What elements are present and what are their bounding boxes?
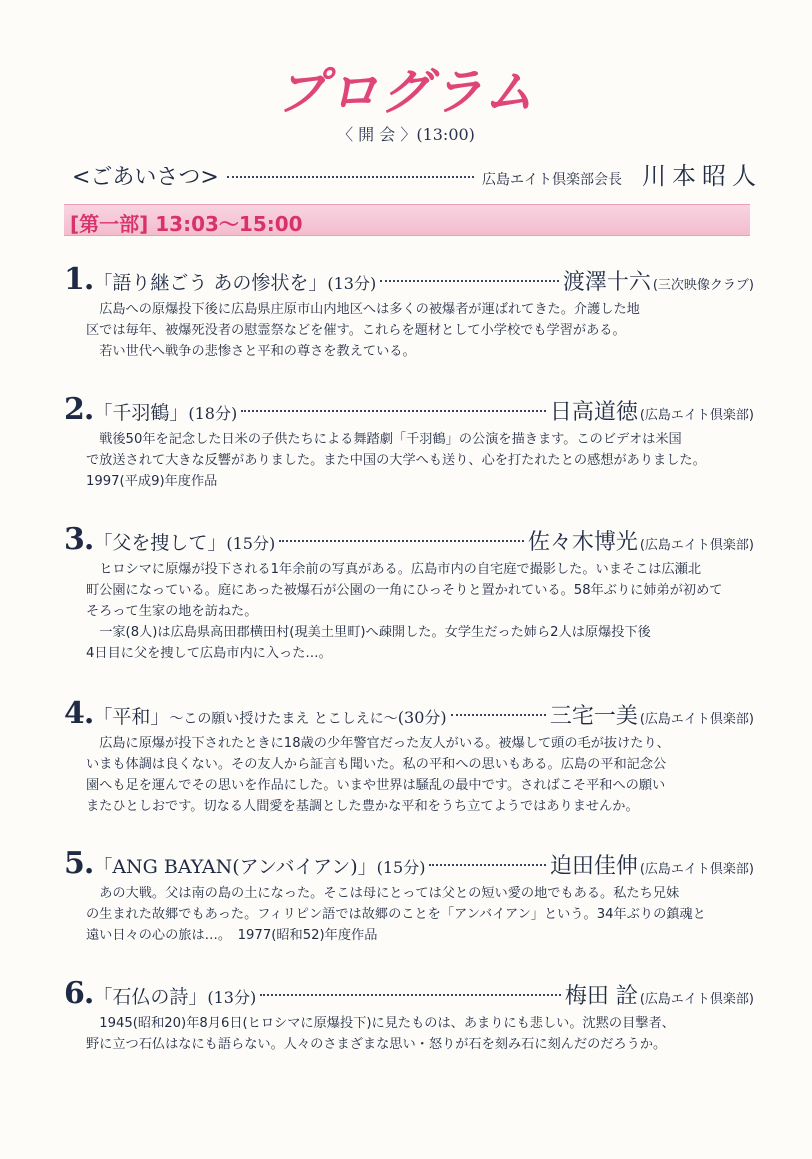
- desc-line: 若い世代へ戦争の悲惨さと平和の尊さを教えている。: [99, 344, 416, 359]
- item-director: 三宅一美: [549, 704, 638, 729]
- item-subtitle: 〜この願い授けたまえ とこしえに〜: [169, 711, 398, 727]
- greeting-role: 広島エイト倶楽部会長: [482, 172, 622, 188]
- item-number: 5.: [64, 846, 94, 881]
- desc-line: 広島に原爆が投下されたときに18歳の少年警官だった友人がいる。被爆して頭の毛が抜けたり、: [99, 736, 670, 751]
- item-duration: (13分): [207, 988, 257, 1007]
- program-item-2: [64, 392, 754, 492]
- item-title: 「ANG BAYAN(アンバイアン)」: [93, 856, 377, 878]
- item-number: 6.: [64, 976, 94, 1011]
- item-title: 「石仏の詩」: [93, 986, 208, 1008]
- item-group: (広島エイト倶楽部): [639, 408, 754, 423]
- item-number: 2.: [64, 392, 94, 427]
- item-number: 4.: [64, 696, 94, 731]
- item-header: [64, 262, 754, 297]
- item-header: [64, 846, 754, 881]
- desc-line: そろって生家の地を訪ねた。: [86, 604, 258, 619]
- desc-line: 1945(昭和20)年8月6日(ヒロシマに原爆投下)に見たものは、あまりにも悲しい。沈黙の目撃者、: [99, 1016, 675, 1031]
- item-duration: (18分): [188, 404, 238, 423]
- desc-line: いまも体調は良くない。その友人から証言も聞いた。私の平和への思いもある。広島の平和記念公: [86, 757, 667, 772]
- item-description: [64, 429, 754, 492]
- program-item-5: [64, 846, 754, 946]
- program-item-6: [64, 976, 754, 1055]
- item-director: 梅田 詮: [564, 984, 638, 1009]
- item-director: 日高道徳: [549, 400, 638, 425]
- item-description: [64, 883, 754, 946]
- desc-line: 戦後50年を記念した日米の子供たちによる舞踏劇「千羽鶴」の公演を描きます。このビデオは米国: [99, 432, 682, 447]
- item-duration: (13分): [327, 274, 377, 293]
- item-number: 1.: [64, 262, 94, 297]
- item-group: (広島エイト倶楽部): [639, 712, 754, 727]
- program-item-4: [64, 696, 754, 817]
- item-title: 「語り継ごう あの惨状を」: [93, 272, 328, 294]
- item-header: [64, 392, 754, 427]
- leader-dots: [279, 540, 524, 542]
- desc-line: 1997(平成9)年度作品: [86, 474, 218, 489]
- program-item-1: [64, 262, 754, 362]
- part-1-band: [64, 204, 750, 236]
- item-group: (三次映像クラブ): [652, 278, 754, 293]
- part-1-label: [第一部] 13:03〜15:00: [70, 212, 303, 236]
- item-header: [64, 522, 754, 557]
- item-number: 3.: [64, 522, 94, 557]
- desc-line: またひとしおです。切なる人間愛を基調とした豊かな平和をうち立てようではありませんか。: [86, 799, 639, 814]
- item-description: [64, 299, 754, 362]
- item-title: 「千羽鶴」: [93, 402, 189, 424]
- item-title: 「平和」: [93, 706, 170, 728]
- desc-line: 遠い日々の心の旅は…。 1977(昭和52)年度作品: [86, 928, 378, 943]
- item-description: [64, 733, 754, 817]
- leader-dots: [260, 994, 561, 996]
- item-director: 佐々木博光: [527, 530, 638, 555]
- greeting-line: [72, 156, 762, 191]
- item-duration: (15分): [376, 858, 426, 877]
- leader-dots: [451, 714, 546, 716]
- item-group: (広島エイト倶楽部): [639, 862, 754, 877]
- item-duration: (15分): [226, 534, 276, 553]
- desc-line: 園へも足を運んでその思いを作品にした。いまや世界は騒乱の最中です。さればこそ平和への願い: [86, 778, 666, 793]
- desc-line: ヒロシマに原爆が投下される1年余前の写真がある。広島市内の自宅庭で撮影した。いまそこは広瀬北: [99, 562, 702, 577]
- item-director: 渡澤十六: [562, 270, 651, 295]
- program-item-3: [64, 522, 754, 664]
- leader-dots: [227, 175, 474, 178]
- page-title: プログラム: [276, 62, 536, 121]
- opening-time: 〈 開 会 〉(13:00): [337, 125, 475, 144]
- item-description: [64, 1013, 754, 1055]
- desc-line: あの大戦。父は南の島の土になった。そこは母にとっては父との短い愛の地でもある。私たち兄妹: [99, 886, 680, 901]
- greeting-label: <ごあいさつ>: [72, 165, 219, 190]
- leader-dots: [380, 280, 559, 282]
- desc-line: 一家(8人)は広島県高田郡横田村(現美土里町)へ疎開した。女学生だった姉ら2人は原爆投下後: [99, 625, 651, 640]
- leader-dots: [429, 864, 545, 866]
- item-duration: (30分): [397, 708, 447, 727]
- item-header: [64, 696, 754, 731]
- item-header: [64, 976, 754, 1011]
- desc-line: で放送されて大きな反響がありました。また中国の大学へも送り、心を打たれたとの感想がありました。: [86, 453, 706, 468]
- desc-line: 野に立つ石仏はなにも語らない。人々のさまざまな思い・怒りが石を刻み石に刻んだのだろうか。: [86, 1037, 667, 1052]
- desc-line: 4日目に父を捜して広島市内に入った…。: [86, 646, 332, 661]
- desc-line: 広島への原爆投下後に広島県庄原市山内地区へは多くの被爆者が運ばれてきた。介護した地: [99, 302, 640, 317]
- item-title: 「父を捜して」: [93, 532, 227, 554]
- item-group: (広島エイト倶楽部): [639, 992, 754, 1007]
- desc-line: 区では毎年、被爆死没者の慰霊祭などを催す。これらを題材として小学校でも学習がある。: [86, 323, 626, 338]
- desc-line: の生まれた故郷でもあった。フィリピン語では故郷のことを「アンバイアン」という。34年ぶりの鎮魂と: [86, 907, 706, 922]
- greeting-name: 川本昭人: [642, 162, 762, 190]
- item-director: 迫田佳伸: [549, 854, 638, 879]
- item-group: (広島エイト倶楽部): [639, 538, 754, 553]
- item-description: [64, 559, 754, 664]
- leader-dots: [241, 410, 546, 412]
- desc-line: 町公園になっている。庭にあった被爆石が公園の一角にひっそりと置かれている。58年ぶりに姉弟が初めて: [86, 583, 723, 598]
